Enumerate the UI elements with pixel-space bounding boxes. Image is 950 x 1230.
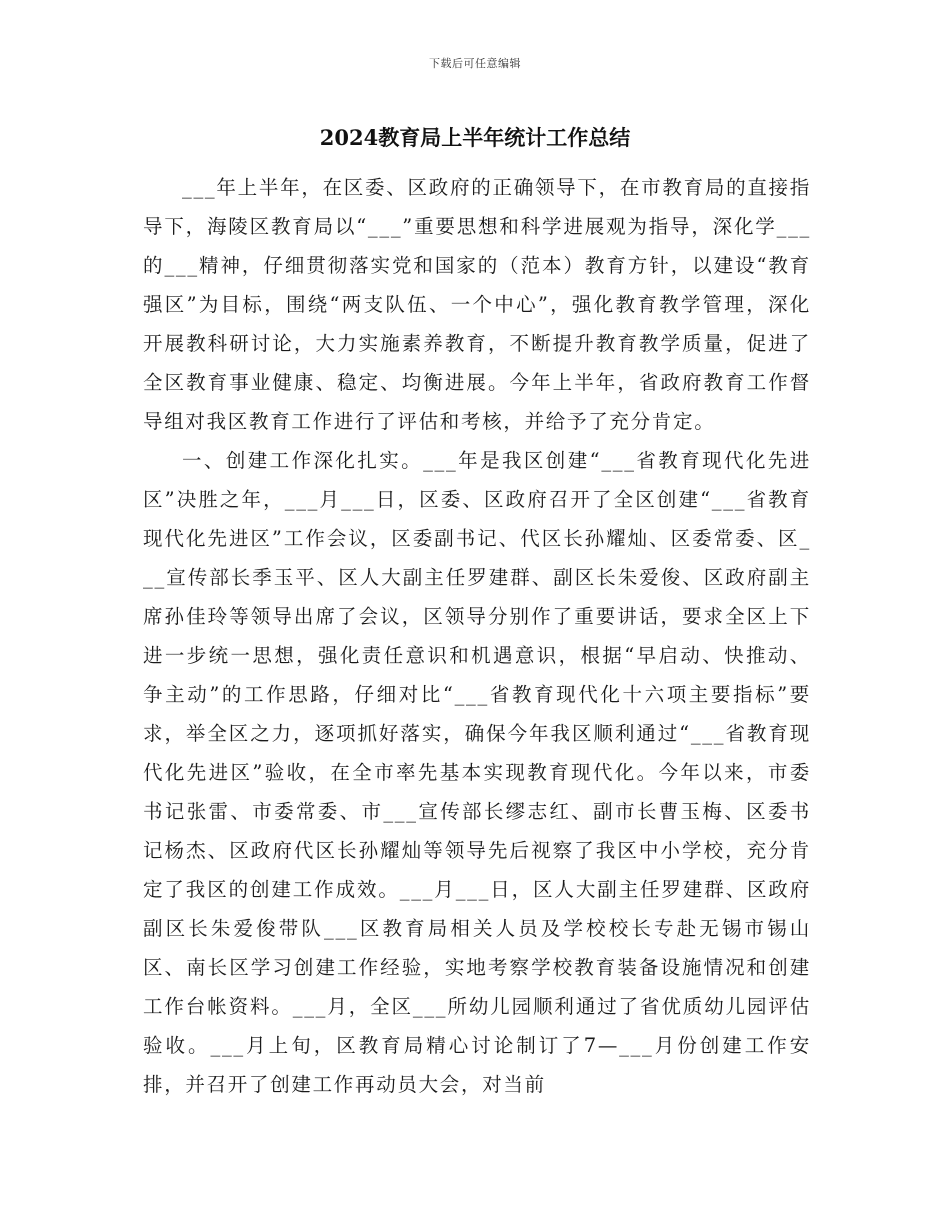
document-body bbox=[143, 168, 811, 1104]
header-note: 下载后可任意编辑 bbox=[429, 57, 521, 70]
paragraph-intro: ___年上半年，在区委、区政府的正确领导下，在市教育局的直接指导下，海陵区教育局以“___”重要思想和科学进展观为指导，深化学___的___精神，仔细贯彻落实党和国家的（范本）教育方针，以建设“教育强区”为目标，围绕“两支队伍、一个中心”，强化教育教学管理，深化开展教科研讨论，大力实施素养教育，不断提升教育教学质量，促进了全区教育事业健康、稳定、均衡进展。今年上半年，省政府教育工作督导组对我区教育工作进行了评估和考核，并给予了充分肯定。 bbox=[143, 176, 811, 433]
paragraph-section-one: 一、创建工作深化扎实。___年是我区创建“___省教育现代化先进区”决胜之年，___月___日，区委、区政府召开了全区创建“___省教育现代化先进区”工作会议，区委副书记、代区长孙耀灿、区委常委、区___宣传部长季玉平、区人大副主任罗建群、副区长朱爱俊、区政府副主席孙佳玲等领导出席了会议，区领导分别作了重要讲话，要求全区上下进一步统一思想，强化责任意识和机遇意识，根据“早启动、快推动、争主动”的工作思路，仔细对比“___省教育现代化十六项主要指标”要求，举全区之力，逐项抓好落实，确保今年我区顺利通过“___省教育现代化先进区”验收，在全市率先基本实现教育现代化。今年以来，市委书记张雷、市委常委、市___宣传部长缪志红、副市长曹玉梅、区委书记杨杰、区政府代区长孙耀灿等领导先后视察了我区中小学校，充分肯定了我区的创建工作成效。___月___日，区人大副主任罗建群、区政府副区长朱爱俊带队___区教育局相关人员及学校校长专赴无锡市锡山区、南长区学习创建工作经验，实地考察学校教育装备设施情况和创建工作台帐资料。___月，全区___所幼儿园顺利通过了省优质幼儿园评估验收。___月上旬，区教育局精心讨论制订了7—___月份创建工作安排，并召开了创建工作再动员大会，对当前 bbox=[143, 449, 811, 1096]
document-title: 2024教育局上半年统计工作总结 bbox=[319, 125, 631, 150]
